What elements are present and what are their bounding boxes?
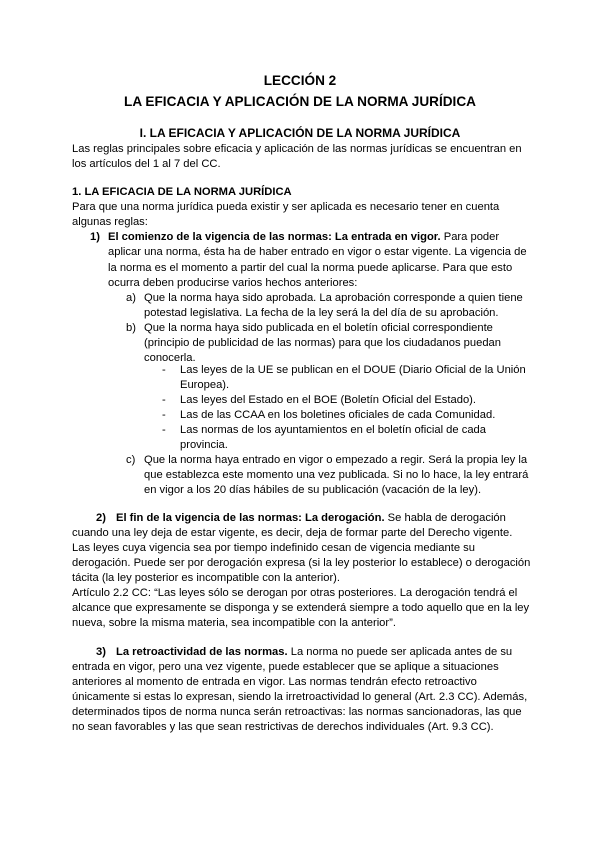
item-first-line <box>116 510 506 526</box>
dash-item-line: Las de las CCAA en los boletines oficiales de cada Comunidad. <box>180 409 496 421</box>
item-line: nueva, sobre la misma materia, sea incompatible con la anterior”. <box>72 617 396 629</box>
dash-item-line: provincia. <box>180 439 228 451</box>
item-line: derogación. Puede ser por derogación expresa (si la ley posterior lo establece) o derogación <box>72 557 531 569</box>
dash-item-line: Europea). <box>180 379 230 391</box>
list-item-line: conocerla. <box>144 352 196 364</box>
subsection-intro-line: algunas reglas: <box>72 216 148 228</box>
lesson-title: LA EFICACIA Y APLICACIÓN DE LA NORMA JURÍDICA <box>124 94 476 109</box>
list-item-line: que establezca este momento una vez publicada. Si no lo hace, la ley entrará <box>144 469 529 481</box>
item-line: Artículo 2.2 CC: “Las leyes sólo se derogan por otras posteriores. La derogación tendrá el <box>72 587 518 599</box>
item-first-line <box>108 229 499 245</box>
list-item-line: Que la norma haya sido aprobada. La aprobación corresponde a quien tiene <box>144 292 523 304</box>
item-first-text: La norma no puede ser aplicada antes de su <box>287 646 513 658</box>
list-item-line: potestad legislativa. La fecha de la ley será la del día de su aprobación. <box>144 307 499 319</box>
section-intro-line: Las reglas principales sobre eficacia y aplicación de las normas jurídicas se encuentran en <box>72 143 522 155</box>
item-heading: El fin de la vigencia de las normas: La derogación. <box>116 512 385 524</box>
item-line: ocurra deben producirse varios hechos anteriores: <box>108 277 358 289</box>
list-marker: b) <box>126 322 136 334</box>
item-line: anteriores al momento de entrada en vigor. Las normas tendrán efecto retroactivo <box>72 676 477 688</box>
item-number: 1) <box>90 231 100 243</box>
dash-item-line: Las normas de los ayuntamientos en el boletín oficial de cada <box>180 424 486 436</box>
item-number: 3) <box>96 646 106 658</box>
item-first-text: Para poder <box>440 231 500 243</box>
item-line: aplicar una norma, ésta ha de haber entrado en vigor o estar vigente. La vigencia de <box>108 246 527 258</box>
list-item-line: en vigor a los 20 días hábiles de su publicación (vacación de la ley). <box>144 484 482 496</box>
item-line: cuando una ley deja de estar vigente, es decir, deja de formar parte del Derecho vigente. <box>72 527 513 539</box>
item-line: determinados tipos de norma nunca serán retroactivas: las normas sancionadoras, las que <box>72 706 522 718</box>
dash-marker: - <box>162 394 166 406</box>
list-item-line: Que la norma haya sido publicada en el boletín oficial correspondiente <box>144 322 493 334</box>
item-line: la norma es el momento a partir del cual la norma puede aplicarse. Para que esto <box>108 262 513 274</box>
item-line: únicamente si estas lo expresan, siendo la irretroactividad lo general (Art. 2.3 CC). Además, <box>72 691 528 703</box>
item-line: tácita (la ley posterior es incompatible con la anterior). <box>72 572 341 584</box>
item-line: no sean favorables y las que sean restrictivas de derechos individuales (Art. 9.3 CC). <box>72 721 494 733</box>
dash-marker: - <box>162 409 166 421</box>
item-first-line <box>116 644 512 660</box>
item-number: 2) <box>96 512 106 524</box>
list-marker: a) <box>126 292 136 304</box>
item-heading: El comienzo de la vigencia de las normas: La entrada en vigor. <box>108 231 441 243</box>
lesson-number: LECCIÓN 2 <box>263 73 337 88</box>
subsection-heading: 1. LA EFICACIA DE LA NORMA JURÍDICA <box>72 186 292 198</box>
list-item-line: (principio de publicidad de las normas) para que los ciudadanos puedan <box>144 337 501 349</box>
dash-item-line: Las leyes del Estado en el BOE (Boletín Oficial del Estado). <box>180 394 477 406</box>
section-heading: I. LA EFICACIA Y APLICACIÓN DE LA NORMA JURÍDICA <box>139 126 461 140</box>
dash-marker: - <box>162 364 166 376</box>
dash-item-line: Las leyes de la UE se publican en el DOUE (Diario Oficial de la Unión <box>180 364 526 376</box>
item-line: Las leyes cuya vigencia sea por tiempo indefinido cesan de vigencia mediante su <box>72 542 475 554</box>
dash-marker: - <box>162 424 166 436</box>
item-line: entrada en vigor, pero una vez vigente, puede establecer que se aplique a situaciones <box>72 661 499 673</box>
item-heading: La retroactividad de las normas. <box>116 646 288 658</box>
list-marker: c) <box>126 454 136 466</box>
item-first-text: Se habla de derogación <box>384 512 506 524</box>
list-item-line: Que la norma haya entrado en vigor o empezado a regir. Será la propia ley la <box>144 454 528 466</box>
section-intro-line: los artículos del 1 al 7 del CC. <box>72 158 221 170</box>
item-line: alcance que expresamente se disponga y se extenderá siempre a todo aquello que en la ley <box>72 602 530 614</box>
subsection-intro-line: Para que una norma jurídica pueda existir y ser aplicada es necesario tener en cuenta <box>72 201 500 213</box>
